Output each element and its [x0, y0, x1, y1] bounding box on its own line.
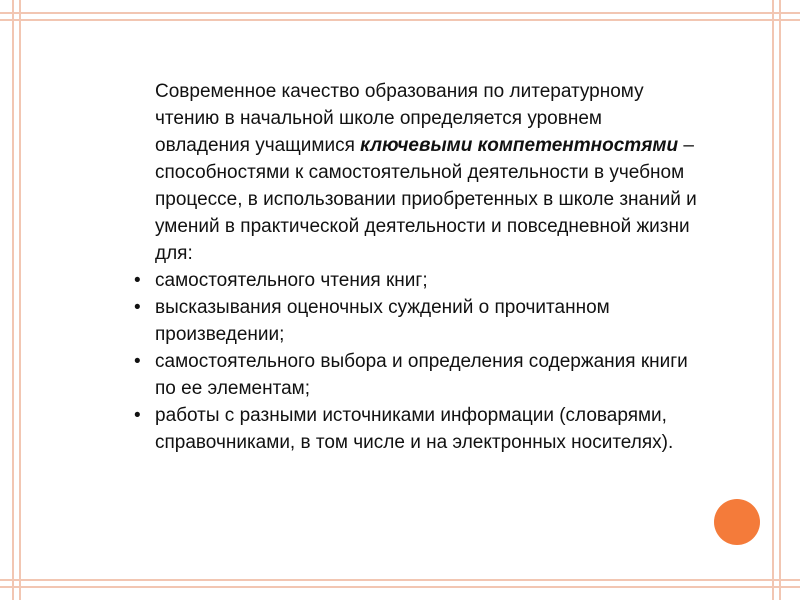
list-item [130, 348, 700, 402]
list-item-text: самостоятельного чтения книг; [155, 270, 428, 291]
bullet-marker: • [134, 297, 141, 318]
list-item-text: работы с разными источниками информации (словарями, справочниками, в том числе и на электронных носителях). [155, 405, 674, 453]
bullet-marker: • [134, 351, 141, 372]
frame-bottom-inner [0, 579, 800, 581]
frame-top-inner [0, 19, 800, 21]
list-item [130, 294, 700, 348]
bullet-marker: • [134, 270, 141, 291]
slide-body [130, 78, 700, 456]
bullet-list [130, 267, 700, 456]
frame-right-inner [772, 0, 774, 600]
intro-text-part2: – способностями к самостоятельной деятельности в учебном процессе, в использовании приобретенных в школе знаний и умений в практической деятельности и повседневной жизни для: [155, 135, 697, 264]
list-item [130, 402, 700, 456]
frame-top-outer [0, 12, 800, 14]
list-item [130, 267, 700, 294]
bullet-marker: • [134, 405, 141, 426]
frame-left-inner [19, 0, 21, 600]
orange-accent-circle [714, 499, 760, 545]
key-competencies-emphasis: ключевыми компетентностями [360, 135, 679, 156]
frame-left-outer [12, 0, 14, 600]
intro-paragraph [130, 78, 700, 267]
intro-text-part1: Современное качество образования по литературному чтению в начальной школе определяется уровнем овладения учащимися [155, 81, 644, 156]
frame-right-outer [779, 0, 781, 600]
list-item-text: высказывания оценочных суждений о прочитанном произведении; [155, 297, 610, 345]
list-item-text: самостоятельного выбора и определения содержания книги по ее элементам; [155, 351, 688, 399]
frame-bottom-outer [0, 586, 800, 588]
